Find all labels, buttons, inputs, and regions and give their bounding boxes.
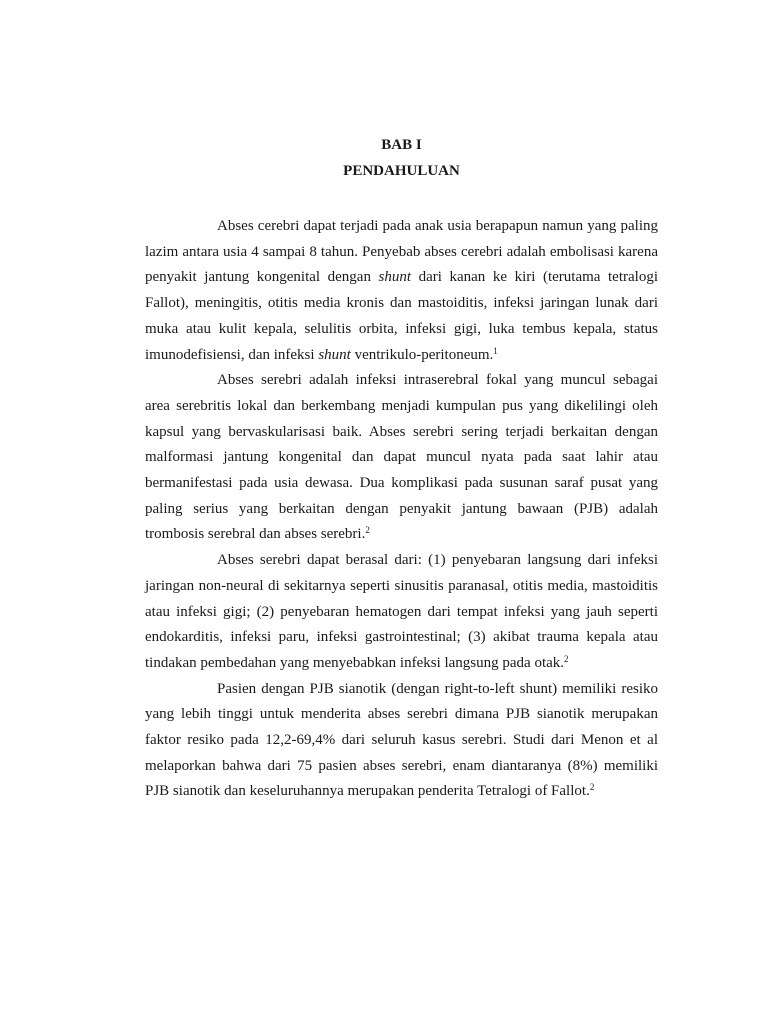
italic-term: shunt [318, 346, 351, 363]
paragraph [145, 677, 658, 806]
document-page [145, 0, 658, 805]
paragraph-text: dari kanan ke kiri (terutama tetralogi Fallot), meningitis, otitis media kronis dan mastoiditis, infeksi jaringan lunak dari muka atau kulit kepala, selulitis orbita, infeksi gigi, luka tembus kepala, status imunodefisiensi, dan infeksi [145, 269, 658, 363]
body-text [145, 214, 658, 805]
paragraph [145, 214, 658, 368]
paragraph-text: Pasien dengan PJB sianotik (dengan right-to-left shunt) memiliki resiko yang lebih tinggi untuk menderita abses serebri dimana PJB sianotik merupakan faktor resiko pada 12,2-69,4% dari seluruh kasus serebri. Studi dari Menon et al melaporkan bahwa dari 75 pasien abses serebri, enam diantaranya (8%) memiliki PJB sianotik dan keseluruhannya merupakan penderita Tetralogi of Fallot. [145, 680, 658, 800]
footnote-reference: 2 [564, 653, 569, 664]
paragraph-text: Abses serebri dapat berasal dari: (1) penyebaran langsung dari infeksi jaringan non-neural di sekitarnya seperti sinusitis paranasal, otitis media, mastoiditis atau infeksi gigi; (2) penyebaran hematogen dari tempat infeksi yang jauh seperti endokarditis, infeksi paru, infeksi gastrointestinal; (3) akibat trauma kepala atau tindakan pembedahan yang menyebabkan infeksi langsung pada otak. [145, 552, 658, 671]
footnote-reference: 2 [365, 525, 370, 536]
chapter-title: PENDAHULUAN [343, 163, 460, 179]
paragraph [145, 548, 658, 677]
footnote-reference: 1 [493, 345, 498, 356]
footnote-reference: 2 [589, 782, 595, 793]
paragraph-text: Abses cerebri dapat terjadi pada anak usia berapapun namun yang paling lazim antara usia 4 sampai 8 tahun. Penyebab abses cerebri adalah embolisasi karena penyakit jantung kongenital dengan [145, 218, 658, 286]
paragraph [145, 368, 658, 548]
chapter-number: BAB I [381, 137, 422, 153]
italic-term: shunt [378, 269, 412, 286]
paragraph-text: Abses serebri adalah infeksi intraserebral fokal yang muncul sebagai area serebritis lokal dan berkembang menjadi kumpulan pus yang dikelilingi oleh kapsul yang bervaskularisasi baik. Abses serebri sering terjadi berkaitan dengan malformasi jantung kongenital dan dapat muncul nyata pada saat lahir atau bermanifestasi pada usia dewasa. Dua komplikasi pada susunan saraf pusat yang paling serius yang berkaitan dengan penyakit jantung bawaan (PJB) adalah trombosis serebral dan abses serebri. [145, 372, 658, 543]
paragraph-text: ventrikulo-peritoneum. [350, 346, 494, 363]
